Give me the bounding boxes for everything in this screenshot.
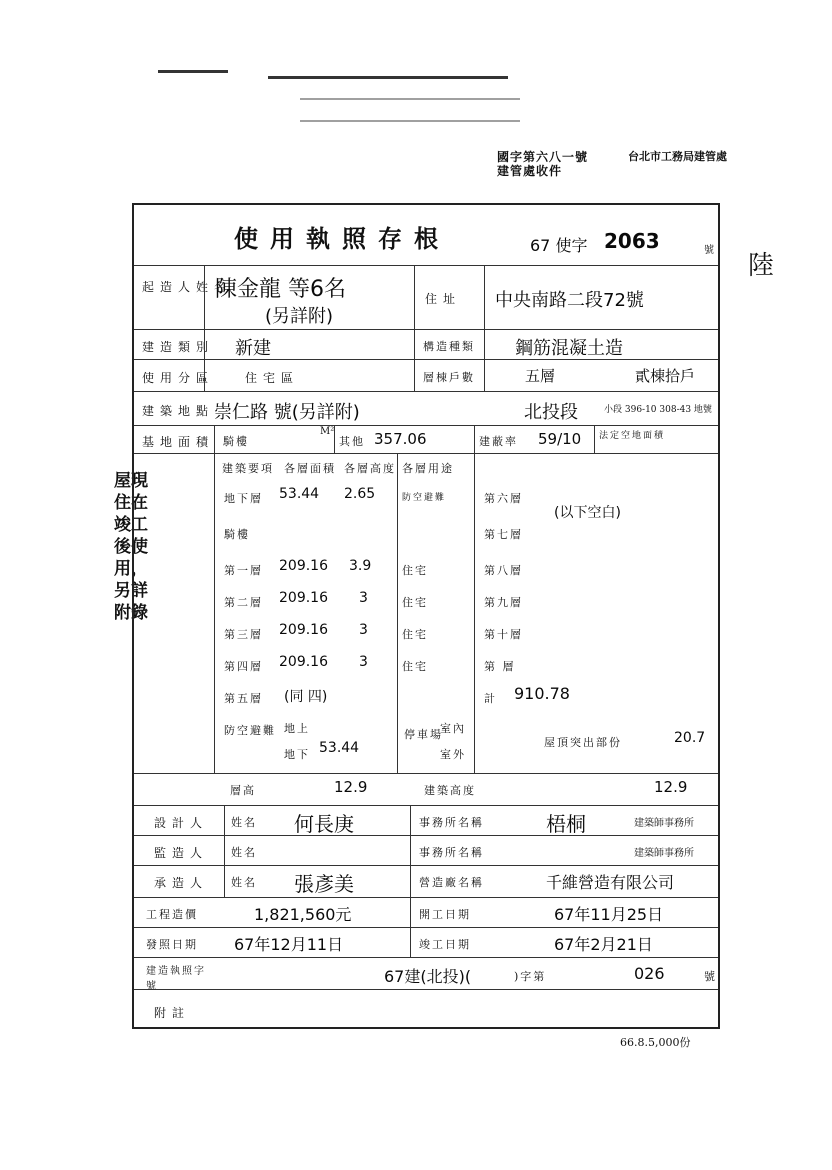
completion-value: 67年2月21日 [554, 935, 653, 954]
contractor-label: 承造人 [154, 876, 209, 890]
print-run-note: 66.8.5,000份 [620, 1036, 691, 1049]
floor-3-area: 209.16 [279, 622, 328, 638]
use-zone-row [134, 359, 718, 391]
parking-label: 停車場 [404, 728, 443, 741]
shelter-above: 地上 [284, 722, 310, 735]
building-height-label: 建築高度 [424, 784, 476, 797]
designer-office-suffix: 建築師事務所 [634, 818, 694, 829]
table-header-left: 建築要項 [222, 462, 274, 475]
floors-blank-note: (以下空白) [554, 505, 621, 521]
floor-1-use: 住宅 [402, 564, 428, 577]
roof-label: 屋頂突出部份 [544, 736, 622, 749]
designer-row [134, 805, 718, 835]
storey-height-value: 12.9 [334, 778, 368, 796]
floor-2-height: 3 [359, 590, 368, 606]
designer-office-label: 事務所名稱 [419, 816, 484, 829]
issue-label: 發照日期 [146, 938, 198, 951]
legal-open-area-label: 法定空地面積 [599, 431, 666, 441]
shelter-below-value: 53.44 [319, 740, 360, 756]
attach-row [134, 989, 718, 1029]
designer-office: 梧桐 [546, 812, 586, 836]
contractor-factory-label: 營造廠名稱 [419, 876, 484, 889]
floor-7-label: 第七層 [484, 528, 523, 541]
floor-b1-label: 地下層 [224, 492, 263, 505]
floor-4-label: 第四層 [224, 660, 263, 673]
floor-2-use: 住宅 [402, 596, 428, 609]
floor-5-label: 第五層 [224, 692, 263, 705]
receipt-stamp: 國字第六八一號 建管處收件 [497, 150, 589, 178]
floor-arcade-label: 騎樓 [224, 528, 250, 541]
license-prefix: 67 使字 [530, 236, 588, 255]
scan-smudge [300, 98, 520, 100]
builder-note: (另詳附) [265, 306, 334, 327]
permit-end: 號 [704, 970, 717, 983]
permit-no: 026 [634, 964, 665, 983]
supervisor-office-label: 事務所名稱 [419, 846, 484, 859]
permit-row [134, 957, 718, 992]
address-label-cell [414, 266, 484, 329]
floor-n-label: 第 層 [484, 660, 516, 673]
coverage-value: 59/10 [538, 430, 582, 448]
supervisor-row [134, 835, 718, 865]
floor-2-label: 第二層 [224, 596, 263, 609]
table-header-area: 各層面積 [284, 462, 336, 475]
builder-cell [204, 266, 414, 329]
office-stamp: 台北市工務局建管處 [628, 150, 727, 163]
supervisor-label: 監造人 [154, 846, 209, 860]
issue-value: 67年12月11日 [234, 935, 344, 954]
cost-row [134, 897, 718, 927]
arcade-label: 騎樓 [223, 435, 249, 448]
floor-b1-height: 2.65 [344, 486, 376, 502]
start-value: 67年11月25日 [554, 905, 664, 924]
scan-smudge [268, 76, 508, 79]
roof-value: 20.7 [674, 730, 706, 746]
license-suffix: 號 [704, 245, 720, 256]
supervisor-office-suffix: 建築師事務所 [634, 848, 694, 859]
floor-9-label: 第九層 [484, 596, 523, 609]
storey-height-label: 層高 [230, 784, 256, 797]
margin-character: 陸 [748, 251, 775, 281]
total-value: 910.78 [514, 684, 570, 703]
floor-10-label: 第十層 [484, 628, 523, 641]
scan-smudge [300, 120, 520, 122]
structure-label: 構造種類 [423, 340, 475, 353]
form-title: 使用執照存根 [234, 224, 450, 253]
floor-3-height: 3 [359, 622, 368, 638]
floor-2-area: 209.16 [279, 590, 328, 606]
area-label: 基地面積 [142, 435, 215, 449]
structure-value: 鋼筋混凝土造 [515, 338, 623, 359]
area-row [134, 425, 718, 453]
builder-label: 起造人姓名 [142, 280, 233, 294]
use-zone-value: 住宅區 [245, 371, 300, 385]
floor-1-area: 209.16 [279, 558, 328, 574]
floor-4-use: 住宅 [402, 660, 428, 673]
floor-b1-use: 防空避難 [402, 493, 447, 503]
site-lots: 小段 396-10 308-43 地號 [604, 405, 712, 415]
other-label: 其他 [339, 435, 365, 448]
floor-4-area: 209.16 [279, 654, 328, 670]
floors-label: 層棟戶數 [423, 371, 475, 384]
title-row [134, 205, 718, 265]
address-cell [484, 266, 722, 329]
cost-value: 1,821,560元 [254, 905, 352, 924]
address-value: 中央南路二段72號 [495, 290, 644, 311]
builder-row [134, 265, 718, 329]
table-header-height: 各層高度 [344, 462, 396, 475]
permit-value: 67建(北投)( [384, 967, 472, 986]
floor-4-height: 3 [359, 654, 368, 670]
height-row [134, 773, 718, 805]
builder-value: 陳金龍 等6名 [215, 277, 346, 302]
building-type-label: 建造類別 [142, 340, 215, 354]
floor-6-label: 第六層 [484, 492, 523, 505]
permit-label: 建造執照字號 [146, 966, 206, 992]
site-value: 崇仁路 號(另詳附) [214, 402, 360, 423]
site-label: 建築地點 [142, 404, 215, 418]
contractor-row [134, 865, 718, 897]
site-section: 北投段 [524, 402, 578, 423]
permit-suffix: )字第 [514, 970, 547, 983]
building-type-value: 新建 [235, 338, 271, 359]
issue-row [134, 927, 718, 957]
other-value: 357.06 [374, 430, 427, 448]
table-header-use: 各層用途 [402, 462, 454, 475]
license-stub-form [132, 203, 720, 1029]
cost-label: 工程造價 [146, 908, 198, 921]
site-row [134, 391, 718, 425]
designer-value: 何長庚 [294, 812, 354, 836]
floor-b1-area: 53.44 [279, 486, 320, 502]
handwritten-side-note: 屋現住在竣工後使用，另詳附錄 [114, 471, 148, 623]
attach-label: 附註 [154, 1006, 191, 1020]
floors-value: 五層 [525, 367, 556, 385]
floor-3-label: 第三層 [224, 628, 263, 641]
supervisor-name-label: 姓名 [231, 846, 257, 859]
shelter-label: 防空避難 [224, 724, 276, 737]
license-number: 2063 [604, 229, 660, 253]
floors-table [134, 453, 718, 773]
floor-8-label: 第八層 [484, 564, 523, 577]
contractor-value: 張彥美 [294, 872, 354, 896]
start-label: 開工日期 [419, 908, 471, 921]
parking-indoor: 室內 [440, 722, 466, 735]
contractor-company: 千維營造有限公司 [546, 873, 675, 892]
units-value: 貳棟拾戶 [635, 367, 696, 385]
contractor-name-label: 姓名 [231, 876, 257, 889]
parking-outdoor: 室外 [440, 748, 466, 761]
floor-1-label: 第一層 [224, 564, 263, 577]
designer-label: 設計人 [154, 816, 209, 830]
total-label: 計 [484, 692, 497, 705]
address-label: 住址 [425, 292, 462, 306]
building-type-row [134, 329, 718, 359]
completion-label: 竣工日期 [419, 938, 471, 951]
unit-m2: M² [320, 426, 335, 437]
floor-3-use: 住宅 [402, 628, 428, 641]
shelter-below: 地下 [284, 748, 310, 761]
use-zone-label: 使用分區 [142, 371, 215, 385]
coverage-label: 建蔽率 [479, 435, 518, 448]
designer-name-label: 姓名 [231, 816, 257, 829]
scan-smudge [158, 70, 228, 73]
floor-5-area: (同 四) [284, 689, 328, 705]
floor-1-height: 3.9 [349, 558, 372, 574]
building-height-value: 12.9 [654, 778, 688, 796]
